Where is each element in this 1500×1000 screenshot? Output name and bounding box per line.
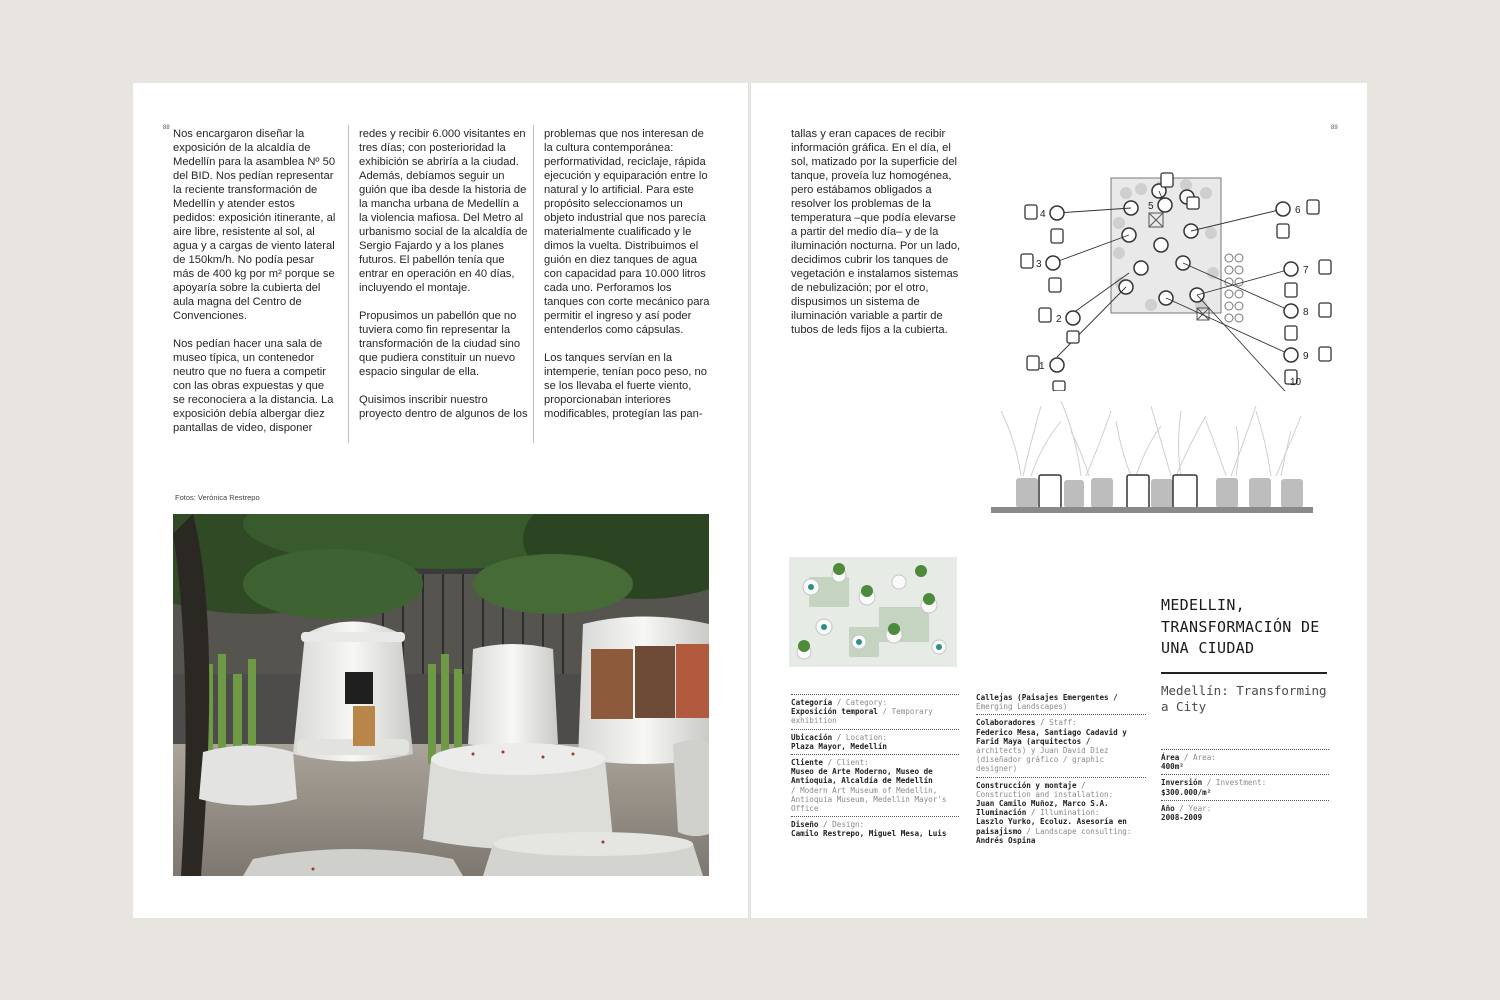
plan-label: 5 bbox=[1148, 201, 1154, 212]
tanks-model-photo bbox=[789, 557, 957, 667]
site-plan-diagram bbox=[1001, 123, 1341, 391]
photo-credit: Fotos: Verónica Restrepo bbox=[175, 493, 260, 502]
project-facts-left bbox=[791, 694, 959, 842]
plan-label: 10 bbox=[1290, 377, 1302, 388]
project-subtitle: Medellín: Transforming a City bbox=[1161, 683, 1327, 714]
page-number-right: 89 bbox=[1331, 125, 1338, 131]
paragraph: Los tanques servían en la intemperie, tenían poco peso, no se los llevaba el fuerte viento, proporcionaban interiores modificables, protegían las pan- bbox=[544, 352, 707, 420]
left-page bbox=[133, 83, 748, 918]
plan-label: 3 bbox=[1036, 259, 1042, 270]
fact-year: Año / Year: 2008-2009 bbox=[1161, 800, 1329, 825]
paragraph: Nos encargaron diseñar la exposición de la alcaldía de Medellín para la asamblea Nº 50 del BID. Nos pedían representar la reciente transformación de Medellín y atender estos pedidos: exposición itinerante, al aire libre, resistente al sol, al agua y a cargas de viento lateral de 150km/h. No podía pesar más de 400 kg por m² porque se apoyaría sobre la cubierta del aula magna del Centro de Convenciones. bbox=[173, 128, 336, 322]
fact-area: Área / Area: 400m² bbox=[1161, 749, 1329, 774]
magazine-spread bbox=[133, 83, 1367, 918]
column-divider bbox=[348, 125, 349, 443]
fact-design-continued: Callejas (Paisajes Emergentes / Emerging Landscapes) bbox=[976, 693, 1118, 712]
paragraph: Nos pedían hacer una sala de museo típica, un contenedor neutro que no fuera a competir con las obras expuestas y que se reconociera a la distancia. La exposición debía albergar diez pantallas de video, disponer bbox=[173, 338, 334, 434]
fact-staff: Colaboradores / Staff: Federico Mesa, Santiago Cadavid y Farid Maya (arquitectos / architects) y Juan David Díez (diseñador gráfico / graphic designer) bbox=[976, 714, 1146, 776]
fact-category: Categoría / Category: Exposición temporal / Temporary exhibition bbox=[791, 694, 959, 729]
project-facts-middle bbox=[976, 693, 1146, 848]
paragraph: tallas y eran capaces de recibir información gráfica. En el día, el sol, matizado por la superficie del tanque, proveía luz homogénea, pero estábamos obligados a resolver los problemas de la temperatura –que podía elevarse a partir del medio día– y de la iluminación nocturna. Por un lado, decidimos cubrir los tanques de vegetación e instalamos sistemas de nebulización; por el otro, dispusimos un sistema de iluminación variable a partir de tubos de leds fijos a la cubierta. bbox=[791, 128, 961, 336]
section-elevation-drawing bbox=[991, 401, 1321, 516]
project-facts-right bbox=[1161, 749, 1329, 825]
fact-construction: Construcción y montaje / Construction and installation: Juan Camilo Muñoz, Marco S.A. Iluminación / Illumination: Laszlo Yurko, Ecoluz. Asesoría en paisajismo / Landscape consulting: Andrés Ospina bbox=[976, 777, 1146, 848]
paragraph: redes y recibir 6.000 visitantes en tres días; con posterioridad la exhibición se abriría a la ciudad. Además, debíamos seguir un guión que iba desde la historia de la mancha urbana de Medellín a la violencia mafiosa. Del Metro al urbanismo social de la alcaldía de Sergio Fajardo y a los planes futuros. El pabellón tenía que entrar en operación en 40 días, incluyendo el montaje. bbox=[359, 128, 528, 294]
page-number-left: 88 bbox=[163, 125, 170, 131]
plan-label: 2 bbox=[1056, 314, 1062, 325]
fact-client: Cliente / Client: Museo de Arte Moderno, Museo de Antioquia, Alcaldía de Medellín / Modern Art Museum of Medellin, Antioquia Museum, Medellin Mayor's Office bbox=[791, 754, 959, 816]
fact-design: Diseño / Design: Camilo Restrepo, Miguel Mesa, Luis bbox=[791, 816, 959, 841]
fact-investment: Inversión / Investment: $300.000/m² bbox=[1161, 774, 1329, 799]
plan-label: 1 bbox=[1039, 361, 1045, 372]
project-title: MEDELLIN, TRANSFORMACIÓN DE UNA CIUDAD bbox=[1161, 596, 1320, 657]
paragraph: Propusimos un pabellón que no tuviera como fin representar la transformación de la ciudad sino que pudiera constituir un nuevo espacio singular de ella. bbox=[359, 310, 521, 378]
plan-label: 8 bbox=[1303, 307, 1309, 318]
text-column-1 bbox=[173, 127, 337, 449]
paragraph: problemas que nos interesan de la cultura contemporánea: performatividad, reciclaje, rápida ejecución y equiparación entre lo natural y lo artificial. Para este propósito seleccionamos un objeto industrial que nos parecía materialmente cualificado y le dimos la vuelta. Distribuimos el guión en diez tanques de agua con capacidad para 10.000 litros cada uno. Perforamos los tanques con corte mecánico para permitir el ingreso y así poder entenderlos como cápsulas. bbox=[544, 128, 710, 336]
pavilion-photo bbox=[173, 514, 709, 876]
paragraph: Quisimos inscribir nuestro proyecto dentro de algunos de los bbox=[359, 394, 528, 420]
text-column-3 bbox=[544, 127, 714, 435]
plan-label: 4 bbox=[1040, 209, 1046, 220]
right-page bbox=[751, 83, 1367, 918]
column-divider bbox=[533, 125, 534, 443]
fact-location: Ubicación / Location: Plaza Mayor, Medellín bbox=[791, 729, 959, 754]
plan-label: 6 bbox=[1295, 205, 1301, 216]
text-column-4 bbox=[791, 127, 961, 337]
text-column-2 bbox=[359, 127, 529, 435]
plan-label: 7 bbox=[1303, 265, 1309, 276]
plan-label: 9 bbox=[1303, 351, 1309, 362]
title-rule bbox=[1161, 672, 1327, 674]
